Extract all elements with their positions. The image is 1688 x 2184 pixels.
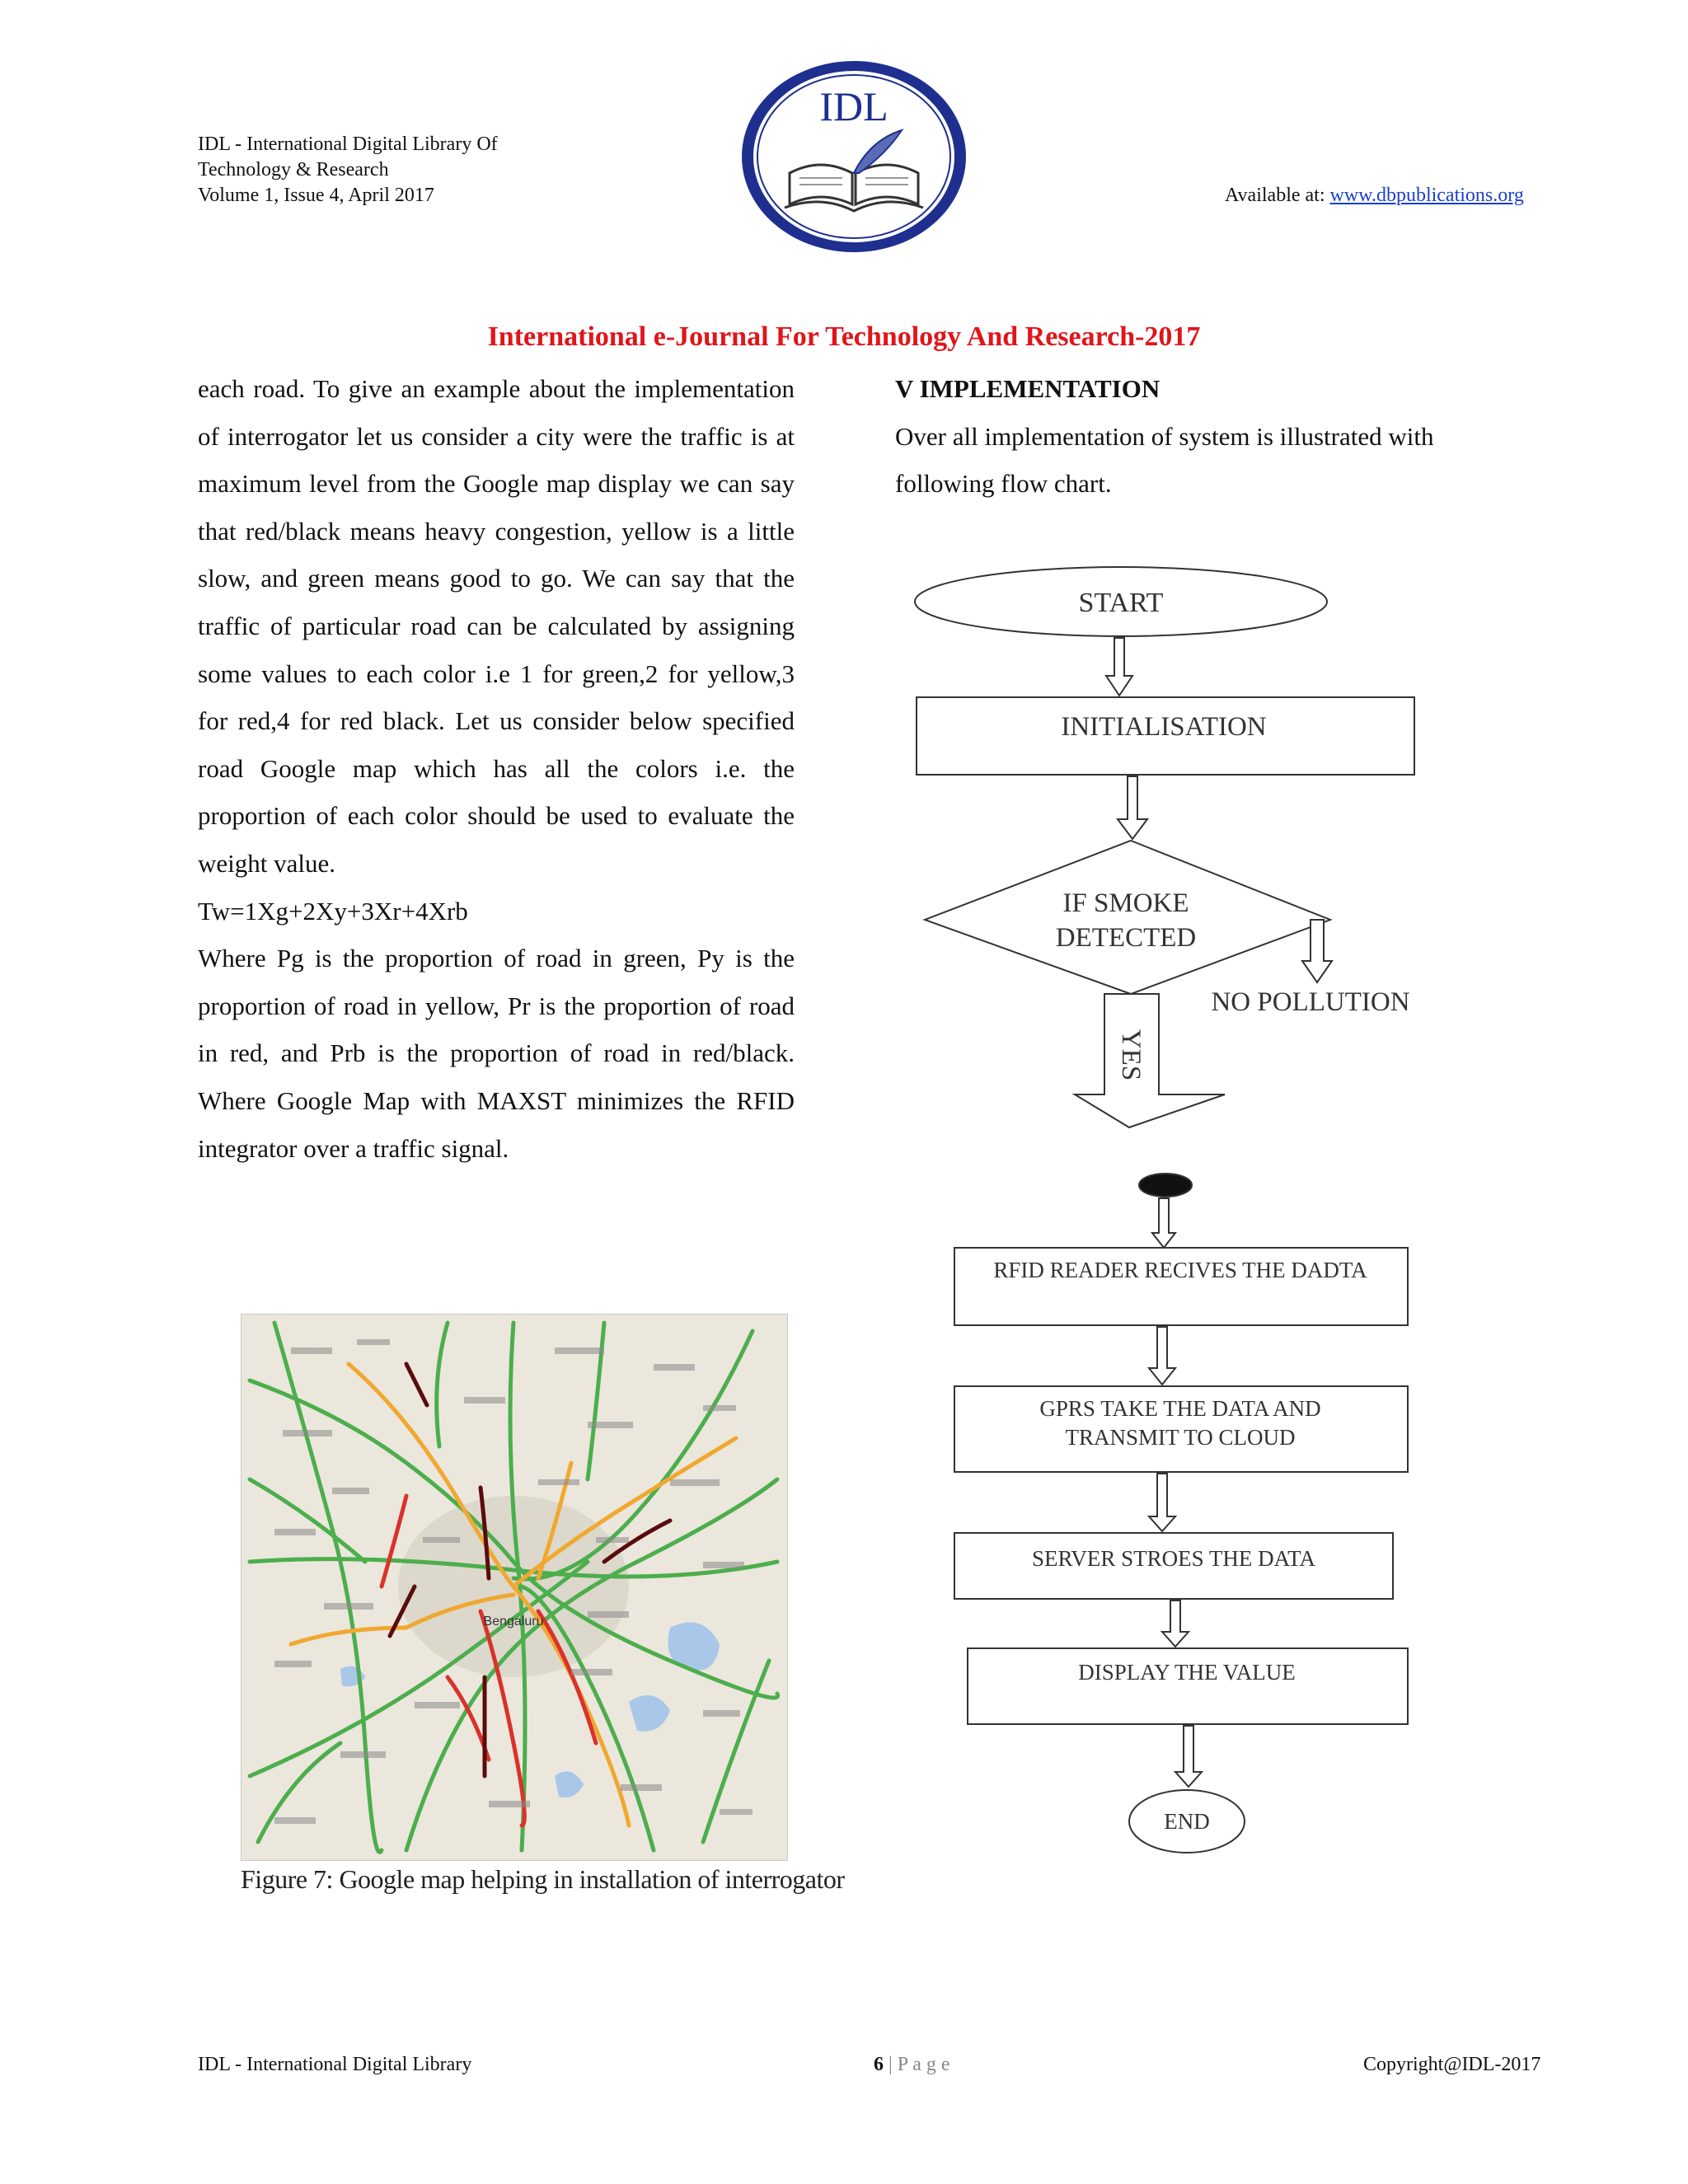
body-paragraph-1: each road. To give an example about the implementation of interrogator let us consider a city were the traffic is at maximum level from the Google map display we can say that red/black means heavy congestion, yellow is a little slow, and green means good to go. We can say that the traffic of particular road can be calculated by assigning some values to each color i.e 1 for green,2 for yellow,3 for red,4 for red black. Let us consider below specified road Google map which has all the colors i.e. the proportion of each color should be used to evaluate the weight value. bbox=[198, 374, 795, 878]
yes-label: YES bbox=[1116, 1029, 1146, 1081]
left-column bbox=[198, 365, 795, 1172]
arrow-start-init bbox=[1106, 638, 1132, 696]
footer-page bbox=[874, 2054, 950, 2076]
logo-text: IDL bbox=[819, 83, 889, 129]
available-label: Available at: bbox=[1225, 185, 1330, 206]
header-line-3: Volume 1, Issue 4, April 2017 bbox=[198, 185, 434, 206]
arrow-display-end bbox=[1175, 1726, 1202, 1787]
connector-node bbox=[1139, 1174, 1192, 1197]
arrow-connector-rfid bbox=[1152, 1198, 1175, 1248]
gprs-label-line2: TRANSMIT TO CLOUD bbox=[1065, 1425, 1296, 1450]
decision-label-line2: DETECTED bbox=[1055, 923, 1197, 953]
section-title: V IMPLEMENTATION bbox=[895, 374, 1160, 403]
google-map-figure bbox=[241, 1314, 788, 1861]
traffic-map-image bbox=[241, 1315, 787, 1860]
section-intro: Over all implementation of system is illustrated with following flow chart. bbox=[895, 421, 1434, 499]
idl-logo bbox=[738, 58, 969, 255]
journal-title: International e-Journal For Technology And Research-2017 bbox=[487, 321, 1201, 352]
rfid-label: RFID READER RECIVES THE DADTA bbox=[993, 1258, 1367, 1282]
no-pollution-label: NO POLLUTION bbox=[1211, 987, 1410, 1017]
flowchart-svg bbox=[895, 544, 1497, 1879]
page-number: 6 bbox=[874, 2054, 884, 2075]
arrow-server-display bbox=[1162, 1601, 1189, 1647]
header-line-2: Technology & Research bbox=[198, 159, 389, 180]
implementation-flowchart bbox=[895, 544, 1497, 1879]
header-availability bbox=[1225, 185, 1524, 207]
arrow-init-decision bbox=[1118, 776, 1147, 839]
decision-label-line1: IF SMOKE bbox=[1062, 888, 1189, 918]
body-paragraph-2: Where Pg is the proportion of road in green, Py is the proportion of road in yellow, Pr is the proportion of road in red, and Prb is the proportion of road in red/black. Where Google Map with MAXST minimizes the RFID integrator over a traffic signal. bbox=[198, 944, 795, 1163]
arrow-gprs-server bbox=[1149, 1474, 1175, 1531]
arrow-yes-branch bbox=[1075, 994, 1225, 1127]
weight-equation: Tw=1Xg+2Xy+3Xr+4Xrb bbox=[198, 896, 468, 926]
footer-left: IDL - International Digital Library bbox=[198, 2054, 472, 2075]
server-label: SERVER STROES THE DATA bbox=[1032, 1546, 1315, 1571]
right-column bbox=[895, 365, 1505, 508]
arrow-rfid-gprs bbox=[1149, 1327, 1175, 1385]
page-label: | P a g e bbox=[884, 2054, 950, 2075]
display-label: DISPLAY THE VALUE bbox=[1078, 1660, 1296, 1685]
header-line-1: IDL - International Digital Library Of bbox=[198, 134, 498, 155]
start-label: START bbox=[1078, 588, 1164, 618]
map-city-label: Bengaluru bbox=[483, 1615, 544, 1629]
gprs-label-line1: GPRS TAKE THE DATA AND bbox=[1039, 1396, 1321, 1421]
header-publication-info bbox=[198, 132, 498, 209]
initialisation-label: INITIALISATION bbox=[1061, 712, 1267, 742]
end-label: END bbox=[1164, 1809, 1210, 1834]
publication-link[interactable]: www.dbpublications.org bbox=[1329, 185, 1524, 206]
footer-copyright: Copyright@IDL-2017 bbox=[1363, 2054, 1541, 2075]
figure-caption: Figure 7: Google map helping in installation of interrogator bbox=[241, 1864, 845, 1894]
